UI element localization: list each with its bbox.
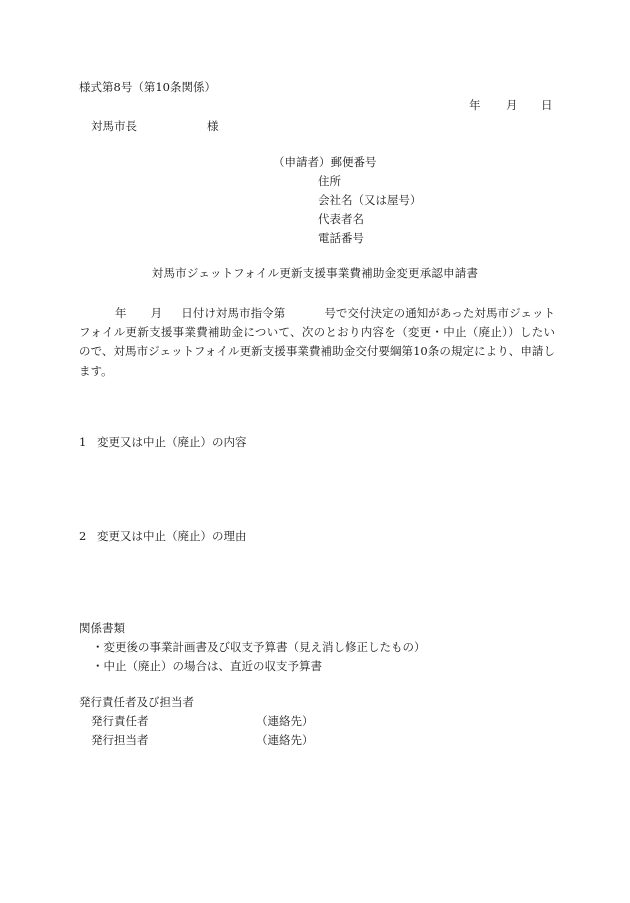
section-number: 1	[79, 435, 87, 449]
body-paragraph	[79, 304, 555, 381]
date-day-label: 日	[541, 98, 553, 112]
date-year-label: 年	[469, 98, 481, 112]
section-label: 変更又は中止（廃止）の内容	[97, 435, 247, 449]
issuer-role: 発行担当者	[91, 733, 149, 747]
addressee-suffix: 様	[207, 119, 219, 133]
applicant-block	[273, 157, 422, 252]
document-title: 対馬市ジェットフォイル更新支援事業費補助金変更承認申請書	[151, 266, 479, 280]
applicant-phone-label: 電話番号	[318, 231, 364, 245]
body-month: 月	[150, 306, 163, 320]
related-document-item: ・変更後の事業計画書及び収支予算書（見え消し修正したもの）	[92, 640, 426, 654]
section-change-content	[79, 437, 247, 449]
body-dated: 日付け対馬市指令第	[181, 306, 286, 320]
date-month-label: 月	[506, 98, 518, 112]
related-document-item: ・中止（廃止）の場合は、直近の収支予算書	[92, 659, 322, 673]
related-documents-title: 関係書類	[79, 621, 125, 635]
body-year: 年	[115, 306, 127, 320]
addressee: 対馬市長	[91, 119, 137, 133]
applicant-postal-code-label: （申請者）郵便番号	[273, 155, 377, 169]
issuer-role: 発行責任者	[91, 714, 149, 728]
issuer-contact: （連絡先）	[256, 733, 314, 747]
issuer-title: 発行責任者及び担当者	[79, 695, 194, 709]
body-rest: 号で交付決定の通知があった対馬市ジェットフォイル更新支援事業費補助金について、次のとおり内容を（変更・中止（廃止））したいので、対馬市ジェットフォイル更新支援事業費補助金交付要綱第10条の規定により、申請します。	[79, 306, 556, 378]
section-label: 変更又は中止（廃止）の理由	[97, 529, 247, 543]
applicant-company-label: 会社名（又は屋号）	[318, 193, 422, 207]
form-number: 様式第8号（第10条関係）	[79, 80, 216, 94]
section-number: 2	[79, 529, 87, 543]
section-change-reason	[79, 531, 247, 543]
applicant-address-label: 住所	[318, 174, 341, 188]
applicant-representative-label: 代表者名	[318, 212, 364, 226]
issuer-contact: （連絡先）	[256, 714, 314, 728]
